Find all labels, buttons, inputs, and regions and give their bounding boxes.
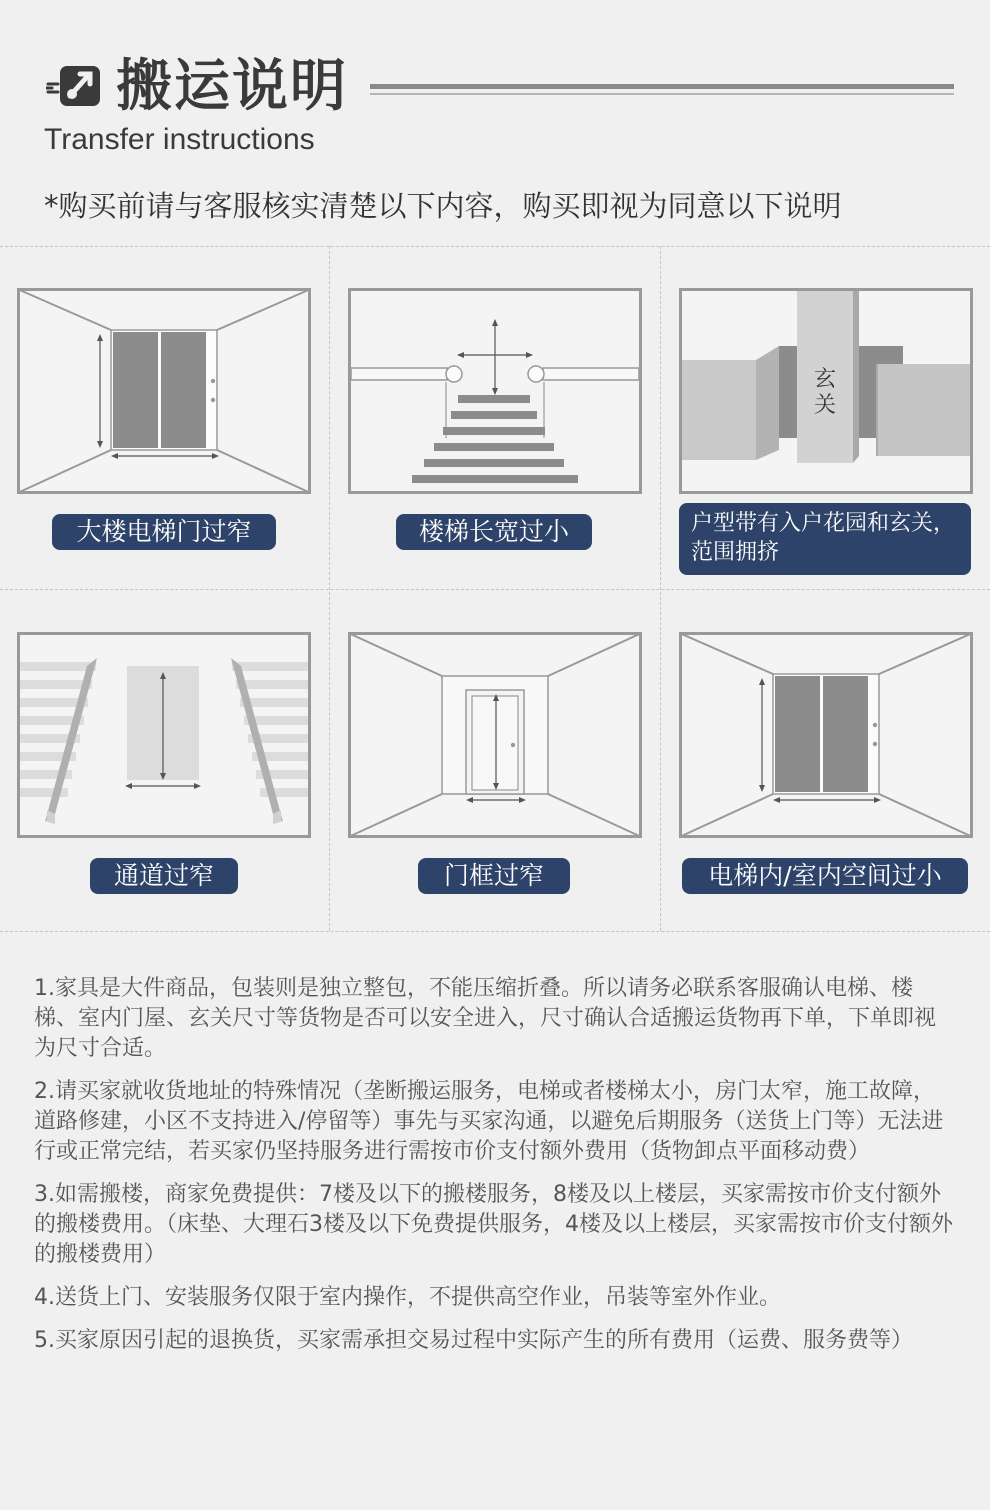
elevator-interior-illustration xyxy=(679,632,973,838)
page-title: 搬运说明 xyxy=(116,54,348,119)
title-rule xyxy=(370,84,954,89)
card-label-elevator-door: 大楼电梯门过窄 xyxy=(52,514,276,550)
grid-divider xyxy=(0,589,990,590)
foyer-label-bottom: 关 xyxy=(813,393,837,418)
door-frame-illustration xyxy=(348,632,642,838)
rule-item: 4.送货上门、安装服务仅限于室内操作，不提供高空作业，吊装等室外作业。 xyxy=(34,1285,781,1310)
notice-text: *购买前请与客服核实清楚以下内容，购买即视为同意以下说明 xyxy=(44,189,842,223)
moving-truck-icon xyxy=(46,62,106,114)
card-label-room-space: 电梯内/室内空间过小 xyxy=(682,858,968,894)
grid-divider xyxy=(329,246,330,931)
rule-item: 5.买家原因引起的退换货，买家需承担交易过程中实际产生的所有费用（运费、服务费等） xyxy=(34,1328,913,1353)
title-rule-thin xyxy=(370,93,954,95)
rule-item: 2.请买家就收货地址的特殊情况（垄断搬运服务，电梯或者楼梯太小，房门太窄，施工故障，道路修建，小区不支持进入/停留等）事先与买家沟通，以避免后期服务（送货上门等）无法进行或正常完结，若买家仍坚持服务进行需按市价支付额外费用（货物卸点平面移动费） xyxy=(34,1079,944,1164)
card-label-corridor: 通道过窄 xyxy=(90,858,238,894)
page-subtitle: Transfer instructions xyxy=(44,123,315,156)
card-label-foyer: 户型带有入户花园和玄关，范围拥挤 xyxy=(679,503,971,575)
foyer-label-top: 玄 xyxy=(813,367,837,392)
card-label-door-frame: 门框过窄 xyxy=(418,858,570,894)
foyer-illustration xyxy=(679,288,973,494)
grid-divider xyxy=(660,246,661,931)
stairs-illustration xyxy=(348,288,642,494)
grid-divider xyxy=(0,931,990,932)
rules-list xyxy=(34,974,956,1369)
card-label-stairs: 楼梯长宽过小 xyxy=(396,514,592,550)
rule-item: 1.家具是大件商品，包装则是独立整包，不能压缩折叠。所以请务必联系客服确认电梯、楼梯、室内门屋、玄关尺寸等货物是否可以安全进入，尺寸确认合适搬运货物再下单，下单即视为尺寸合适。 xyxy=(34,976,937,1061)
grid-divider xyxy=(0,246,990,247)
elevator-door-illustration xyxy=(17,288,311,494)
rule-item: 3.如需搬楼，商家免费提供：7楼及以下的搬楼服务，8楼及以上楼层，买家需按市价支付额外的搬楼费用。（床垫、大理石3楼及以下免费提供服务，4楼及以上楼层，买家需按市价支付额外的搬楼费用） xyxy=(34,1182,953,1267)
corridor-illustration xyxy=(17,632,311,838)
